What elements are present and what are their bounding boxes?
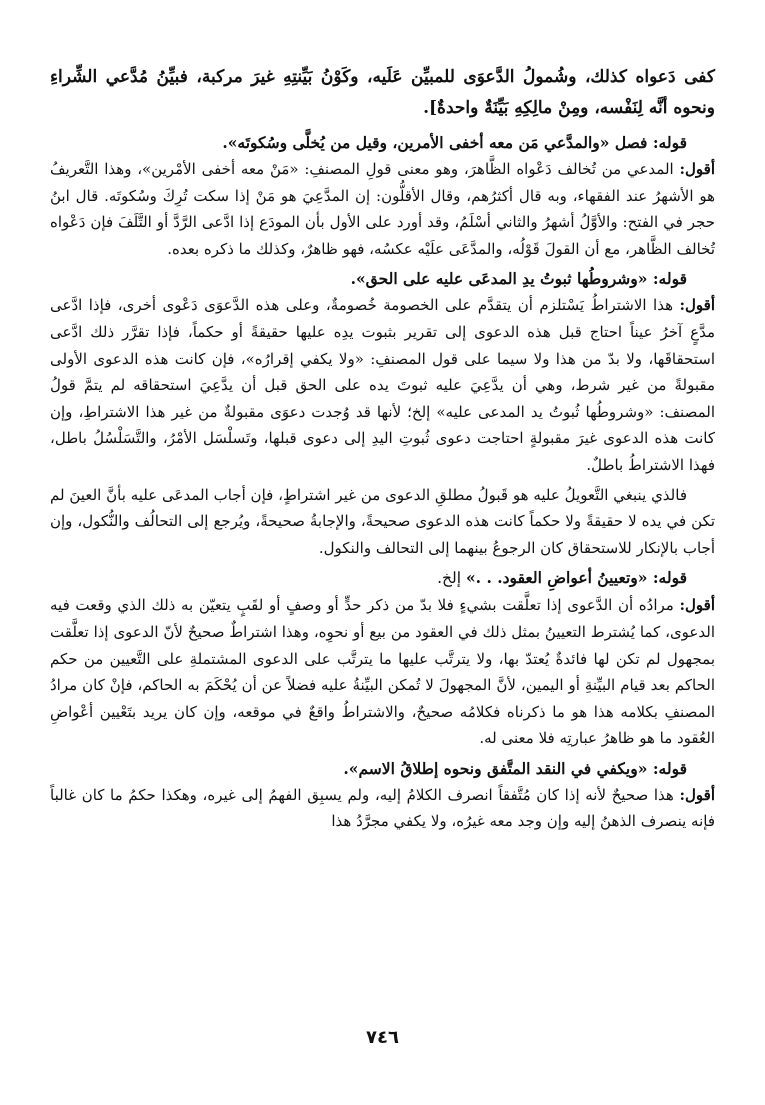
heading-suffix: إلخ. [437,569,466,588]
paragraph-tag: أقول: [679,596,715,615]
heading-text: قوله: فصل «والمدَّعي مَن معه أخفى الأمرين، وقيل من يُخلَّى وسُكوتَه». [222,133,687,152]
commentary-paragraph [50,292,715,478]
paragraph-text: المدعي من تُخالف دَعْواه الظَّاهرَ، وهو معنى قولِ المصنفِ: «مَنْ معه أخفى الأمْرين»، وهذا التَّعريفُ هو الأشهرُ عند الفقهاء، وبه قال أكثرُهم، وقال الأقلُّون: إن المدَّعِيَ هو مَنْ إذا سكت تُرِكَ وسُكوتَه. قال ابنُ حجر في الفتح: والأوَّلُ أشهرُ والثاني أسْلَمُ، وقد أورد على الأول بأن المودَع إذا ادَّعى الرَّدَّ أو التَّلَفَ فإن دَعْواه تُخالف الظَّاهر، مع أن القولَ قَوْلُه، والمدَّعَى علَيْه عكسُه، فهو ظاهرٌ، وكذلك ما ذكره بعده. [50,160,715,258]
paragraph-tag: أقول: [679,296,715,315]
paragraph-text: هذا الاشتراطُ يَسْتلزم أن يتقدَّم على الخصومة خُصومةٌ، وعلى هذه الدَّعوَى دَعْوى أخرى، فإذا ادَّعى مدَّعٍ آخرُ عيناً احتاج قبل هذه الدعوى إلى تقرير بثبوت يدِه عليها حقيقةً أو حكماً، فإذا تقرَّر ذلك ادَّعى استحقاقَها، ولا بدّ من هذا ولا سيما على قول المصنفِ: «ولا يكفي إقرارُه»، فإن كانت هذه الدعوى الأولى مقبولةً من غير شرط، وهي أن يدَّعِيَ عليه ثبوتَ يده على الحق قبل أن يدَّعِيَ استحقاقه لم يتمَّ قولُ المصنف: «وشروطُها ثُبوتُ يد المدعى عليه» إلخ؛ لأنها قد وُجدت دعوَى مقبولةٌ من غير هذا الاشتراطِ، وإن كانت هذه الدعوى غيرَ مقبولةٍ احتاجت دعوى ثُبوتِ اليدِ إلى دعوى قبلها، وتَسلْسَل الأمْرُ، والتَّسَلْسُلُ باطل، فهذا الاشتراطُ باطلٌ. [50,296,715,474]
section-heading [50,755,715,782]
commentary-paragraph [50,782,715,835]
paragraph-text: مرادُه أن الدَّعوى إذا تعلَّقت بشيءٍ فلا بدّ من ذكر حدٍّ أو وصفٍ أو لقَبٍ يتعيّن به ذلك الذي وقعت فيه الدعوى، كما يُشترط التعيينُ بمثل ذلك في العقود من بيع أو نحوِه، وهذا اشتراطٌ صحيحٌ لأنّ الدعوى إذا تعلَّقت بمجهول لم تكن لها فائدةٌ يُعتدّ بها، ولا يترتَّب عليها ما يترتَّب على الدعوى المشتملةِ على التَّعيين من حكم الحاكم بعد قيام البيِّنةِ أو اليمين، لأنَّ المجهولَ لا تُمكن البيِّنةُ عليه فضلاً عن أن يُحْكَمَ به الحاكم، فإنْ كان مرادُ المصنفِ بكلامه هذا هو ما ذكرناه فكلامُه صحيحٌ، والاشتراطُ واقعٌ في موقعه، وإن كان يريد بتَعْيين أعْواضِ العُقود ما هو ظاهرُ عبارتِه فلا معنى له. [50,596,715,748]
heading-text: قوله: «ويكفي في النقد المتَّفق ونحوه إطلاقُ الاسم». [343,758,687,778]
heading-text: قوله: «وشروطُها ثبوتُ يدِ المدعَى عليه على الحق». [350,269,687,289]
paragraph-tag: أقول: [679,785,715,804]
section-heading [50,129,715,156]
page-number: ٧٤٦ [366,1027,399,1048]
opening-text: كفى دَعواه كذلك، وشُمولُ الدَّعوَى للمبيِّن عَلَيه، وكَوْنُ بَيِّنتِهِ غيرَ مركبة، فبيِّنُ مُدَّعي الشِّراءِ ونحوه أنَّه لِنَفْسه، ومِنْ مالِكِهِ بَيِّنَةٌ واحدةٌ]. [50,67,715,118]
paragraph-text: هذا صحيحٌ لأنه إذا كان مُتَّفقاً انصرف الكلامُ إليه، ولم يسبِق الفهمُ إلى غيره، وهكذا حكمُ ما كان غالباً فإنه ينصرف الذهنُ إليه وإن وجد معه غيرُه، ولا يكفي مجرَّدُ هذا [50,785,715,831]
heading-text: قوله: «وتعيينُ أعواضِ العقود. . .» [465,568,687,588]
paragraph-tag: أقول: [679,160,715,178]
section-heading [50,564,715,592]
commentary-paragraph: فالذي ينبغي التَّعويلُ عليه هو قَبولُ مطلقِ الدعوى من غير اشتراطٍ، فإن أجاب المدعَى عليه بأنَّ العينَ لم تكن في يده لا حقيقةً ولا حكماً كانت هذه الدعوى صحيحةً، والإجابةُ صحيحةً، ويُرجع إلى التحالُف والنُّكول، وإن أجاب بالإنكار للاستحقاق كان الرجوعُ بينهما إلى التحالف والنكول. [50,485,715,557]
commentary-paragraph [50,592,715,752]
commentary-paragraph [50,156,715,262]
section-heading [50,265,715,292]
